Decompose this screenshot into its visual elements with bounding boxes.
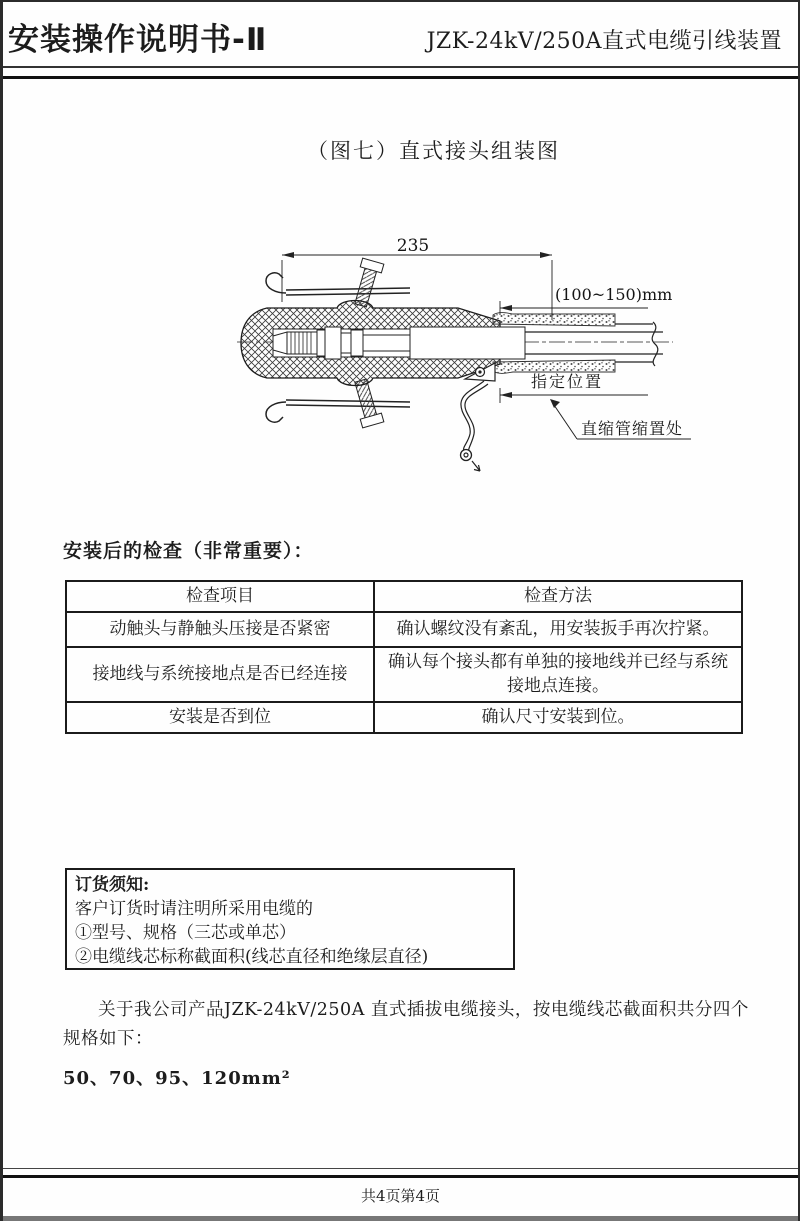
order-notes-line: ①型号、规格（三芯或单芯） xyxy=(75,923,296,943)
check-item-cell: 动触头与静触头压接是否紧密 xyxy=(66,612,374,647)
designated-position xyxy=(500,372,648,403)
check-item-cell: 接地线与系统接地点是否已经连接 xyxy=(66,647,374,702)
table-row xyxy=(66,702,742,733)
col-header-check-method: 检查方法 xyxy=(374,581,742,612)
shrink-placement-label: 直缩管缩置处 xyxy=(581,419,684,438)
ground-wire xyxy=(461,363,496,471)
assembly-diagram xyxy=(231,234,695,486)
spring-clip-top xyxy=(266,273,410,295)
doc-title: 安装操作说明书-Ⅱ xyxy=(8,22,268,58)
order-notes-title: 订货须知: xyxy=(75,875,150,895)
page-number: 共4页第4页 xyxy=(360,1187,441,1205)
check-method-cell: 确认螺纹没有紊乱，用安装扳手再次拧紧。 xyxy=(374,612,742,647)
order-notes-line: ②电缆线芯标称截面积(线芯直径和绝缘层直径) xyxy=(75,947,429,967)
table-row xyxy=(66,647,742,702)
ground-mark xyxy=(472,461,480,471)
inspection-table xyxy=(65,580,743,734)
check-method-cell: 确认尺寸安装到位。 xyxy=(374,702,742,733)
spec-sizes: 50、70、95、120mm² xyxy=(63,1068,291,1089)
order-notes-box xyxy=(65,868,515,970)
footer-divider xyxy=(3,1168,798,1178)
col-header-check-item: 检查项目 xyxy=(66,581,374,612)
product-note-paragraph: 关于我公司产品JZK-24kV/250A 直式插拔电缆接头，按电缆线芯截面积共分四个规格如下： xyxy=(63,1000,749,1049)
check-item-cell: 安装是否到位 xyxy=(66,702,374,733)
shrink-placement-callout xyxy=(550,399,691,439)
designated-position-label: 指定位置 xyxy=(531,372,604,391)
cable-break-mark xyxy=(652,322,658,366)
figure-caption: （图七）直式接头组装图 xyxy=(307,139,560,163)
header-divider xyxy=(3,66,798,79)
check-method-cell: 确认每个接头都有单独的接地线并已经与系统接地点连接。 xyxy=(374,647,742,702)
dim-range-label: (100~150)mm xyxy=(555,285,673,304)
spring-clip-bottom xyxy=(266,400,410,422)
order-notes-line: 客户订货时请注明所采用电缆的 xyxy=(75,899,313,919)
dimension-100-150 xyxy=(500,285,672,315)
contact-mechanism xyxy=(273,327,525,359)
table-header-row xyxy=(66,581,742,612)
product-model-title: JZK-24kV/250A直式电缆引线装置 xyxy=(426,29,782,54)
page-bottom-edge xyxy=(3,1216,798,1221)
table-row xyxy=(66,612,742,647)
inspection-heading: 安装后的检查（非常重要）： xyxy=(63,540,314,562)
dim-235-label: 235 xyxy=(396,236,430,256)
cable xyxy=(525,322,663,366)
